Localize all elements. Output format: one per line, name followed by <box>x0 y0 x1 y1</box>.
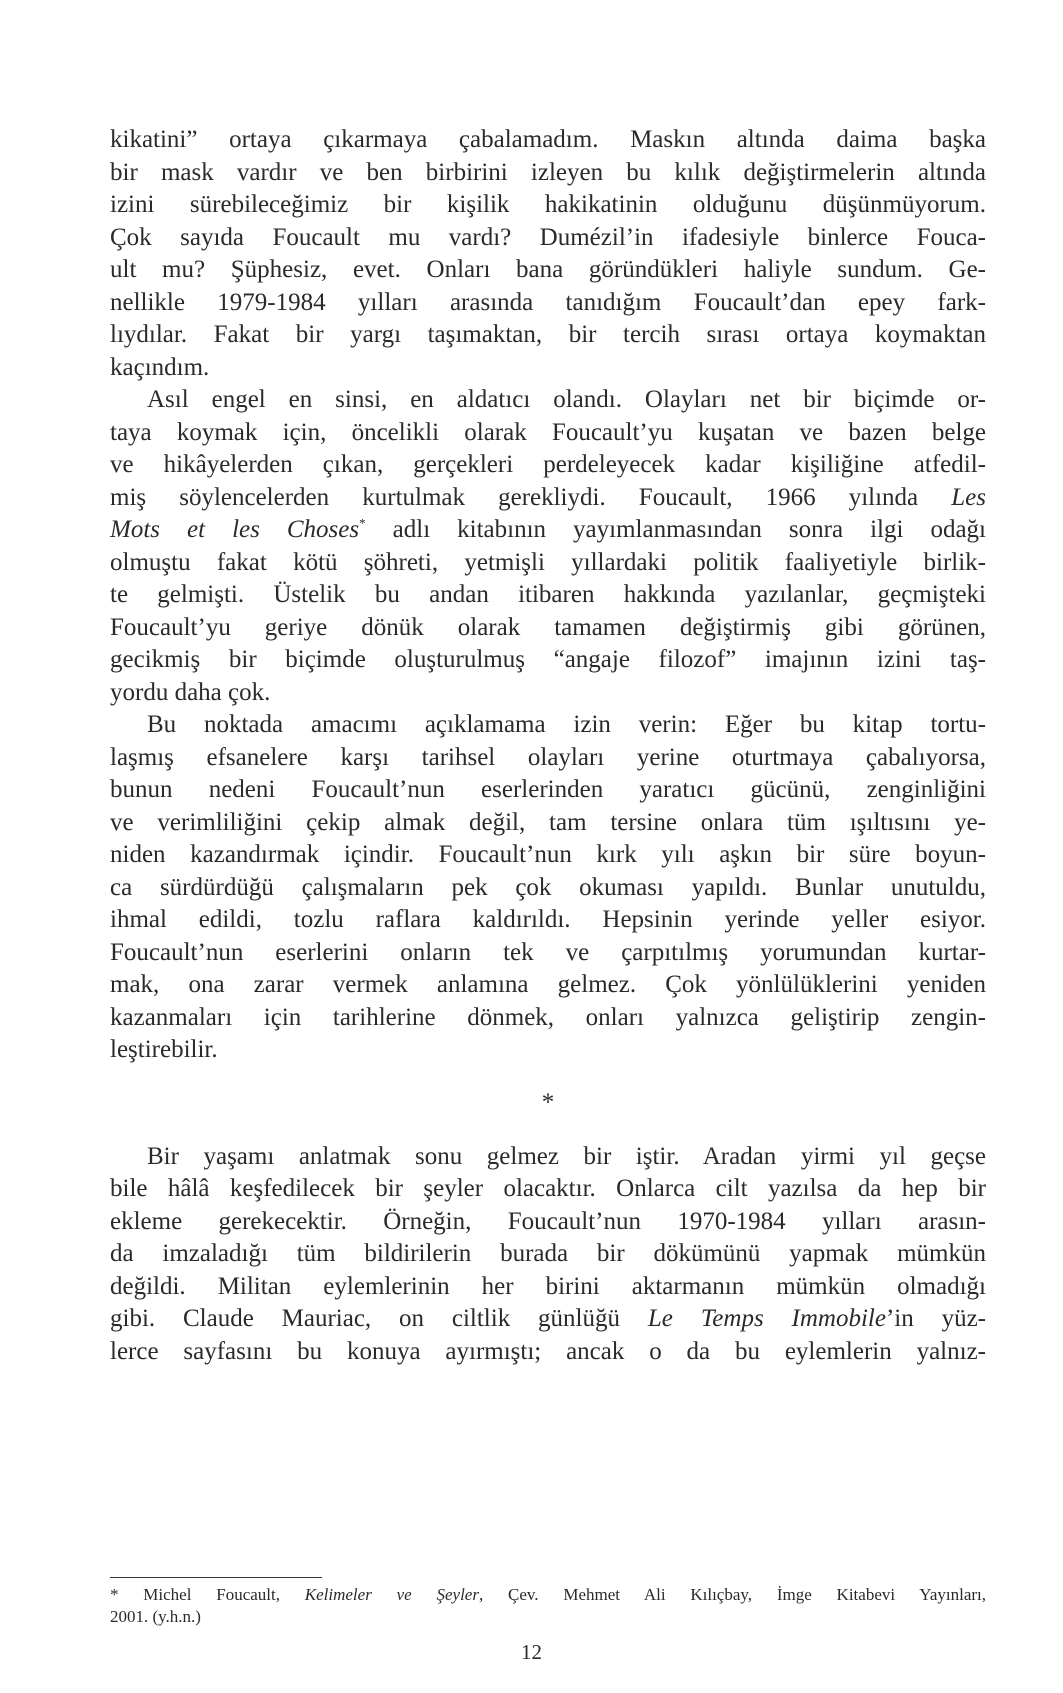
text-line: izini sürebileceğimiz bir kişilik hakikatinin olduğunu düşünmüyorum. <box>110 191 986 218</box>
page-number: 12 <box>521 1640 542 1664</box>
text-line: kaçındım. <box>110 353 210 381</box>
text-line <box>110 514 986 547</box>
text-line: ult mu? Şüphesiz, evet. Onları bana göründükleri haliyle sundum. Ge- <box>110 256 986 283</box>
text-line: niden kazandırmak içindir. Foucault’nun kırk yılı aşkın bir süre boyun- <box>110 841 986 868</box>
text-segment: , Çev. Mehmet Ali Kılıçbay, İmge Kitabevi Yayınları, <box>478 1585 986 1604</box>
text-segment: miş söylencelerden kurtulmak gerekliydi. Foucault, 1966 yılında <box>110 483 952 511</box>
text-line: te gelmişti. Üstelik bu andan itibaren hakkında yazılanlar, geçmişteki <box>110 581 986 608</box>
text-line: leştirebilir. <box>110 1036 218 1063</box>
text-line: kikatini” ortaya çıkarmaya çabalamadım. Maskın altında daima başka <box>110 126 986 153</box>
text-line: ve verimliliğini çekip almak değil, tam tersine onlara tüm ışıltısını ye- <box>110 808 986 836</box>
text-line: Foucault’yu geriye dönük olarak tamamen değiştirmiş gibi görünen, <box>110 613 986 641</box>
text-line <box>110 1303 986 1336</box>
text-line: lıydılar. Fakat bir yargı taşımaktan, bir tercih sırası ortaya koymaktan <box>110 321 986 348</box>
text-line: taya koymak için, öncelikli olarak Foucault’yu kuşatan ve bazen belge <box>110 418 986 446</box>
text-segment: gibi. Claude Mauriac, on ciltlik günlüğü <box>110 1305 648 1332</box>
text-line: Bu noktada amacımı açıklamama izin verin: Eğer bu kitap tortu- <box>147 711 986 738</box>
text-line: bunun nedeni Foucault’nun eserlerinden yaratıcı gücünü, zenginliğini <box>110 776 986 803</box>
text-line: gecikmiş bir biçimde oluşturulmuş “angaje filozof” imajının izini taş- <box>110 646 986 673</box>
text-line: bile hâlâ keşfedilecek bir şeyler olacaktır. Onlarca cilt yazılsa da hep bir <box>110 1175 986 1202</box>
text-line: lerce sayfasını bu konuya ayırmıştı; ancak o da bu eylemlerin yalnız- <box>110 1337 986 1365</box>
text-line: nellikle 1979-1984 yılları arasında tanıdığım Foucault’dan epey fark- <box>110 288 986 316</box>
book-title-italic: Le Temps Immobile <box>647 1305 886 1332</box>
paragraph-2 <box>110 384 986 709</box>
text-line: mak, ona zarar vermek anlamına gelmez. Çok yönlülüklerini yeniden <box>110 971 986 998</box>
text-line <box>110 482 986 515</box>
text-line: kazanmaları için tarihlerine dönmek, onları yalnızca geliştirip zengin- <box>110 1003 986 1031</box>
text-line: da imzaladığı tüm bildirilerin burada bir dökümünü yapmak mümkün <box>110 1240 986 1267</box>
body-text <box>110 124 986 1368</box>
paragraph-3 <box>110 709 986 1067</box>
section-separator: * <box>541 1088 555 1116</box>
footnote-line: 2001. (y.h.n.) <box>110 1607 201 1626</box>
text-line: ekleme gerekecektir. Örneğin, Foucault’nun 1970-1984 yılları arasın- <box>110 1207 986 1235</box>
text-segment: * Michel Foucault, <box>110 1585 305 1604</box>
book-title-italic: Mots et les Choses <box>110 516 360 543</box>
text-line: yordu daha çok. <box>110 678 271 706</box>
text-line: olmuştu fakat kötü şöhreti, yetmişli yıllardaki politik faaliyetiyle birlik- <box>110 548 986 576</box>
text-line: Çok sayıda Foucault mu vardı? Dumézil’in ifadesiyle binlerce Fouca- <box>110 223 986 251</box>
text-line: laşmış efsanelere karşı tarihsel olayları yerine oturtmaya çabalıyorsa, <box>110 743 986 771</box>
footnote-divider <box>110 1577 322 1578</box>
text-segment: ’in yüz- <box>885 1305 986 1332</box>
text-line: değildi. Militan eylemlerinin her birini aktarmanın mümkün olmadığı <box>110 1272 986 1300</box>
footnote-marker: * <box>359 515 366 531</box>
text-segment: adlı kitabının yayımlanmasından sonra ilgi odağı <box>365 516 987 543</box>
book-title-italic: Les <box>951 483 986 511</box>
text-line: Asıl engel en sinsi, en aldatıcı olandı. Olayları net bir biçimde or- <box>147 386 986 413</box>
paragraph-4 <box>110 1141 986 1369</box>
footnote <box>110 1584 986 1628</box>
text-line: ca sürdürdüğü çalışmaların pek çok okuması yapıldı. Bunlar unutuldu, <box>110 873 986 901</box>
text-line: Foucault’nun eserlerini onların tek ve çarpıtılmış yorumundan kurtar- <box>110 938 986 966</box>
text-line: bir mask vardır ve ben birbirini izleyen bu kılık değiştirmelerin altında <box>110 158 986 186</box>
text-line: ihmal edildi, tozlu raflara kaldırıldı. Hepsinin yerinde yeller esiyor. <box>110 906 986 933</box>
text-line: Bir yaşamı anlatmak sonu gelmez bir iştir. Aradan yirmi yıl geçse <box>147 1142 986 1170</box>
footnote-line <box>110 1584 986 1606</box>
text-line: ve hikâyelerden çıkan, gerçekleri perdeleyecek kadar kişiliğine atfedil- <box>110 451 986 478</box>
book-title-italic: Kelimeler ve Şeyler <box>304 1585 479 1604</box>
paragraph-1 <box>110 124 986 384</box>
